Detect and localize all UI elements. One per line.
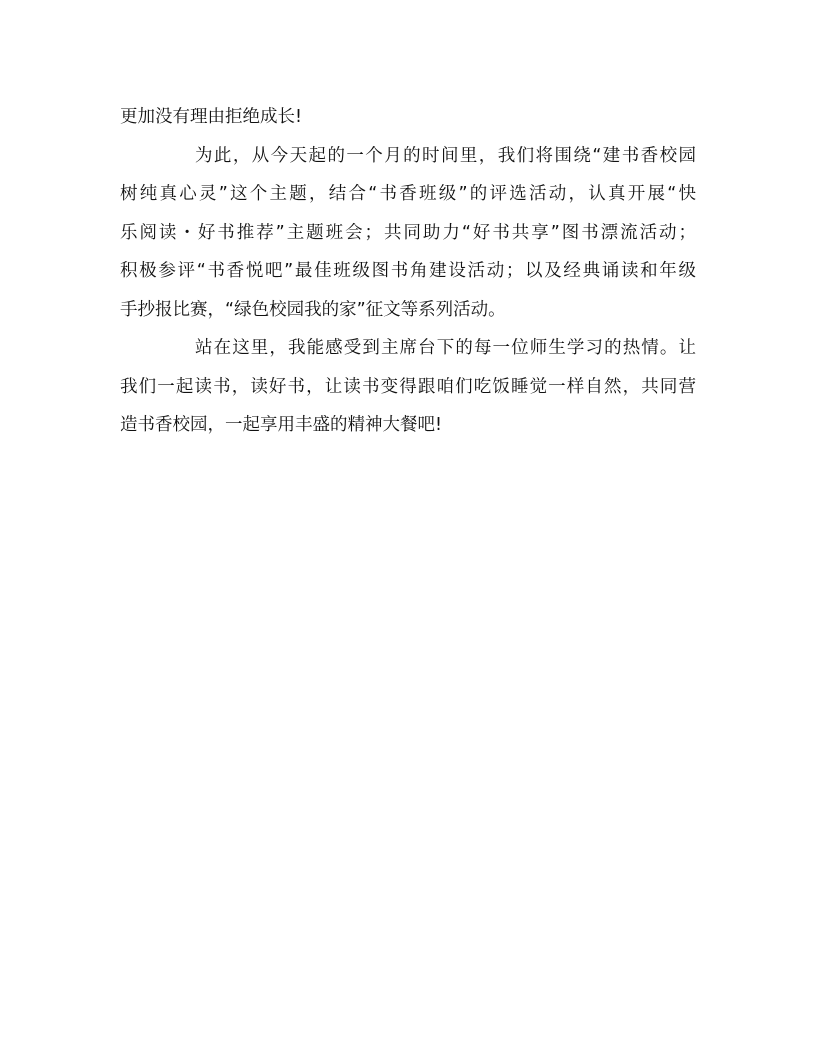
text-line-6: 手抄报比赛，“绿色校园我的家”征文等系列活动。 [120, 299, 506, 320]
text-line-3: 树纯真心灵”这个主题，结合“书香班级”的评选活动，认真开展“快 [120, 184, 696, 204]
text-line-9: 造书香校园，一起享用丰盛的精神大餐吧! [120, 415, 443, 435]
text-line-7: 站在这里，我能感受到主席台下的每一位师生学习的热情。让 [195, 338, 696, 358]
text-line-1: 更加没有理由拒绝成长! [120, 107, 303, 127]
text-line-8: 我们一起读书，读好书，让读书变得跟咱们吃饭睡觉一样自然，共同营 [120, 376, 696, 397]
text-line-2: 为此，从今天起的一个月的时间里，我们将围绕“建书香校园 [195, 145, 696, 166]
text-line-4: 乐阅读・好书推荐”主题班会；共同助力“好书共享”图书漂流活动； [120, 222, 696, 243]
text-line-5: 积极参评“书香悦吧”最佳班级图书角建设活动；以及经典诵读和年级 [120, 261, 696, 281]
document-body [120, 98, 696, 445]
